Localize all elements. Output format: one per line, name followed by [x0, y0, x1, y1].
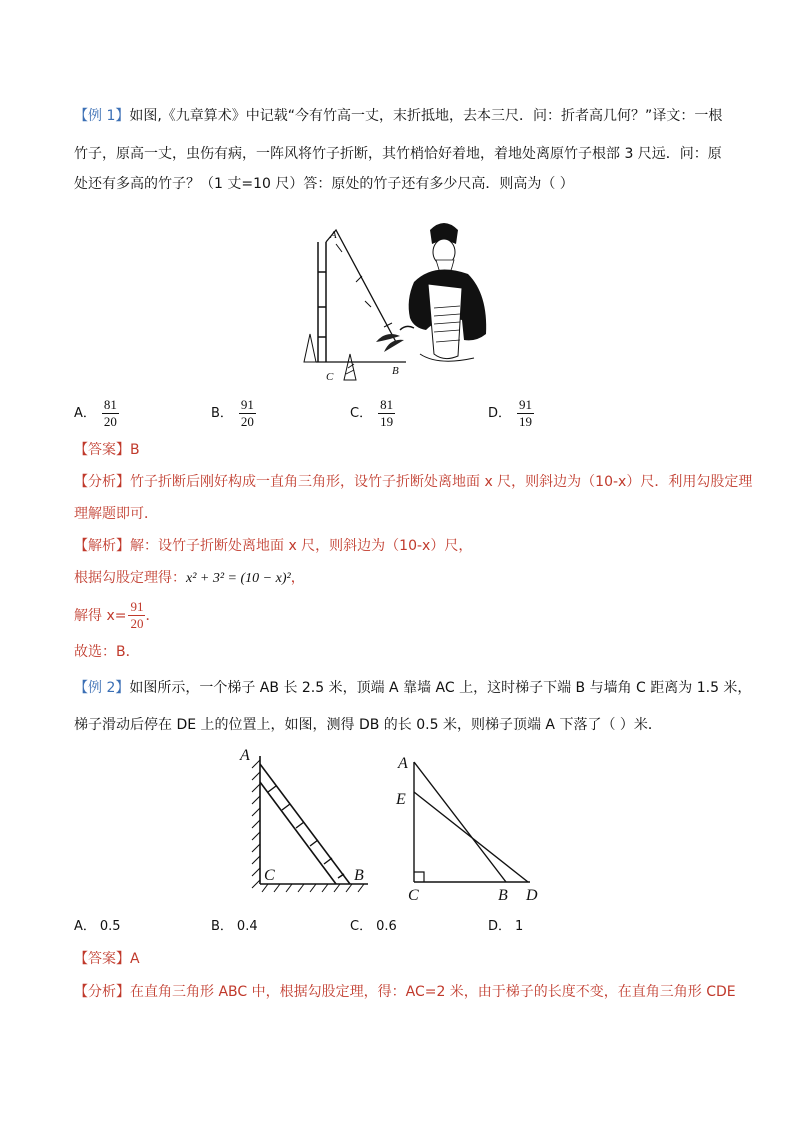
analysis-text: 竹子折断后刚好构成一直角三角形，设竹子折断处离地面 x 尺，则斜边为（10-x）尺．利用勾股定理: [130, 474, 753, 490]
ex1-solution-line-3: 解得 x= $\frac{91}{20}$ ．: [74, 599, 160, 631]
ladder-AB: [414, 762, 506, 882]
ex2-question-line-1: 如图所示，一个梯子 AB 长 2.5 米，顶端 A 靠墙 AC 上，这时梯子下端 B 与墙角 C 距离为 1.5 米，: [129, 680, 752, 696]
fig2b-label-B: B: [498, 887, 508, 904]
option-letter: B．: [211, 405, 233, 421]
fig2b-label-C: C: [408, 887, 419, 904]
ex1-question-line-1: 如图,《九章算术》中记载“今有竹高一丈，末折抵地，去本三尺．问：折者高几何？”译文：一根: [129, 108, 723, 124]
ex1-answer: [74, 440, 140, 460]
option-letter: A．: [74, 405, 96, 421]
ex2-analysis-line-1: [74, 982, 736, 1002]
ex1-solution-line-1: [74, 536, 472, 556]
answer-tag: 【答案】: [74, 442, 130, 458]
ladder-figure: [232, 746, 382, 896]
analysis-text: 在直角三角形 ABC 中，根据勾股定理，得：AC=2 米，由于梯子的长度不变，在直角三角形 CDE: [130, 984, 736, 1000]
ex1-option-b: [211, 398, 256, 429]
ex1-question-line-3: 处还有多高的竹子？（1 丈=10 尺）答：原处的竹子还有多少尺高．则高为（ ）: [74, 176, 574, 192]
solution-tag: 【解析】: [74, 538, 130, 554]
ex2-option-b: B． 0.4: [211, 919, 258, 934]
ex2-option-a: A． 0.5: [74, 919, 121, 934]
fig2a-label-C: C: [264, 867, 275, 884]
fig2b-label-E: E: [396, 791, 406, 808]
answer-value: B: [130, 442, 140, 458]
option-fraction: $\frac{91}{19}$: [519, 397, 533, 429]
ex1-analysis-line-1: [74, 472, 752, 492]
ex2-tag: 【例 2】: [74, 680, 130, 696]
solution-text: 解：设竹子折断处离地面 x 尺，则斜边为（10-x）尺，: [130, 538, 473, 554]
option-fraction: $\frac{81}{19}$: [380, 397, 394, 429]
option-letter: D．: [488, 405, 512, 421]
ex2-option-c: C． 0.6: [350, 919, 397, 934]
leaves: [376, 334, 404, 352]
bamboo-stalk: [318, 242, 326, 362]
ex1-option-d: [488, 398, 534, 429]
right-angle-mark: [414, 872, 424, 882]
ladder-rail: [260, 764, 350, 884]
analysis-tag: 【分析】: [74, 984, 130, 1000]
ladder-slide-figure: [394, 748, 554, 906]
ladder-ED: [414, 792, 528, 882]
bamboo-shoot: [304, 334, 316, 362]
fig2a-label-B: B: [354, 867, 364, 884]
broken-bamboo: [326, 230, 396, 342]
answer-value: A: [130, 951, 140, 967]
option-letter: C．: [350, 405, 373, 421]
ex2-line-1: [74, 678, 751, 698]
ex1-line-1: [74, 106, 722, 126]
option-fraction: $\frac{91}{20}$: [240, 397, 254, 429]
pythagoras-equation: x² + 3² = (10 − x)²: [186, 571, 291, 586]
ex1-option-a: [74, 398, 119, 429]
fig1-label-C: C: [326, 371, 334, 382]
fig2b-label-A: A: [398, 755, 408, 772]
solution-fraction: $\frac{91}{20}$: [130, 599, 144, 631]
ex1-option-c: [350, 398, 395, 429]
ex1-choose: 故选：B．: [74, 644, 140, 660]
scholar-figure: [400, 223, 486, 361]
ex1-question-line-2: 竹子，原高一丈，虫伤有病，一阵风将竹子折断，其竹梢恰好着地，着地处离原竹子根部 3 尺远．问：原: [74, 146, 722, 162]
fig2a-label-A: A: [240, 747, 250, 764]
fig1-label-B: B: [392, 365, 399, 377]
bamboo-figure: [296, 212, 496, 382]
ex2-answer: [74, 949, 140, 969]
analysis-tag: 【分析】: [74, 474, 130, 490]
ex1-analysis-line-2: 理解题即可．: [74, 506, 158, 522]
fig1-label-A: A: [330, 229, 337, 241]
answer-tag: 【答案】: [74, 951, 130, 967]
ex2-question-line-2: 梯子滑动后停在 DE 上的位置上，如图，测得 DB 的长 0.5 米，则梯子顶端 A 下落了（ ）米．: [74, 717, 662, 733]
ex1-solution-line-2: 根据勾股定理得：x² + 3² = (10 − x)²，: [74, 570, 305, 586]
ex2-option-d: D． 1: [488, 919, 524, 934]
ex1-tag: 【例 1】: [74, 108, 130, 124]
option-fraction: $\frac{81}{20}$: [103, 397, 117, 429]
fig2b-label-D: D: [526, 887, 538, 904]
